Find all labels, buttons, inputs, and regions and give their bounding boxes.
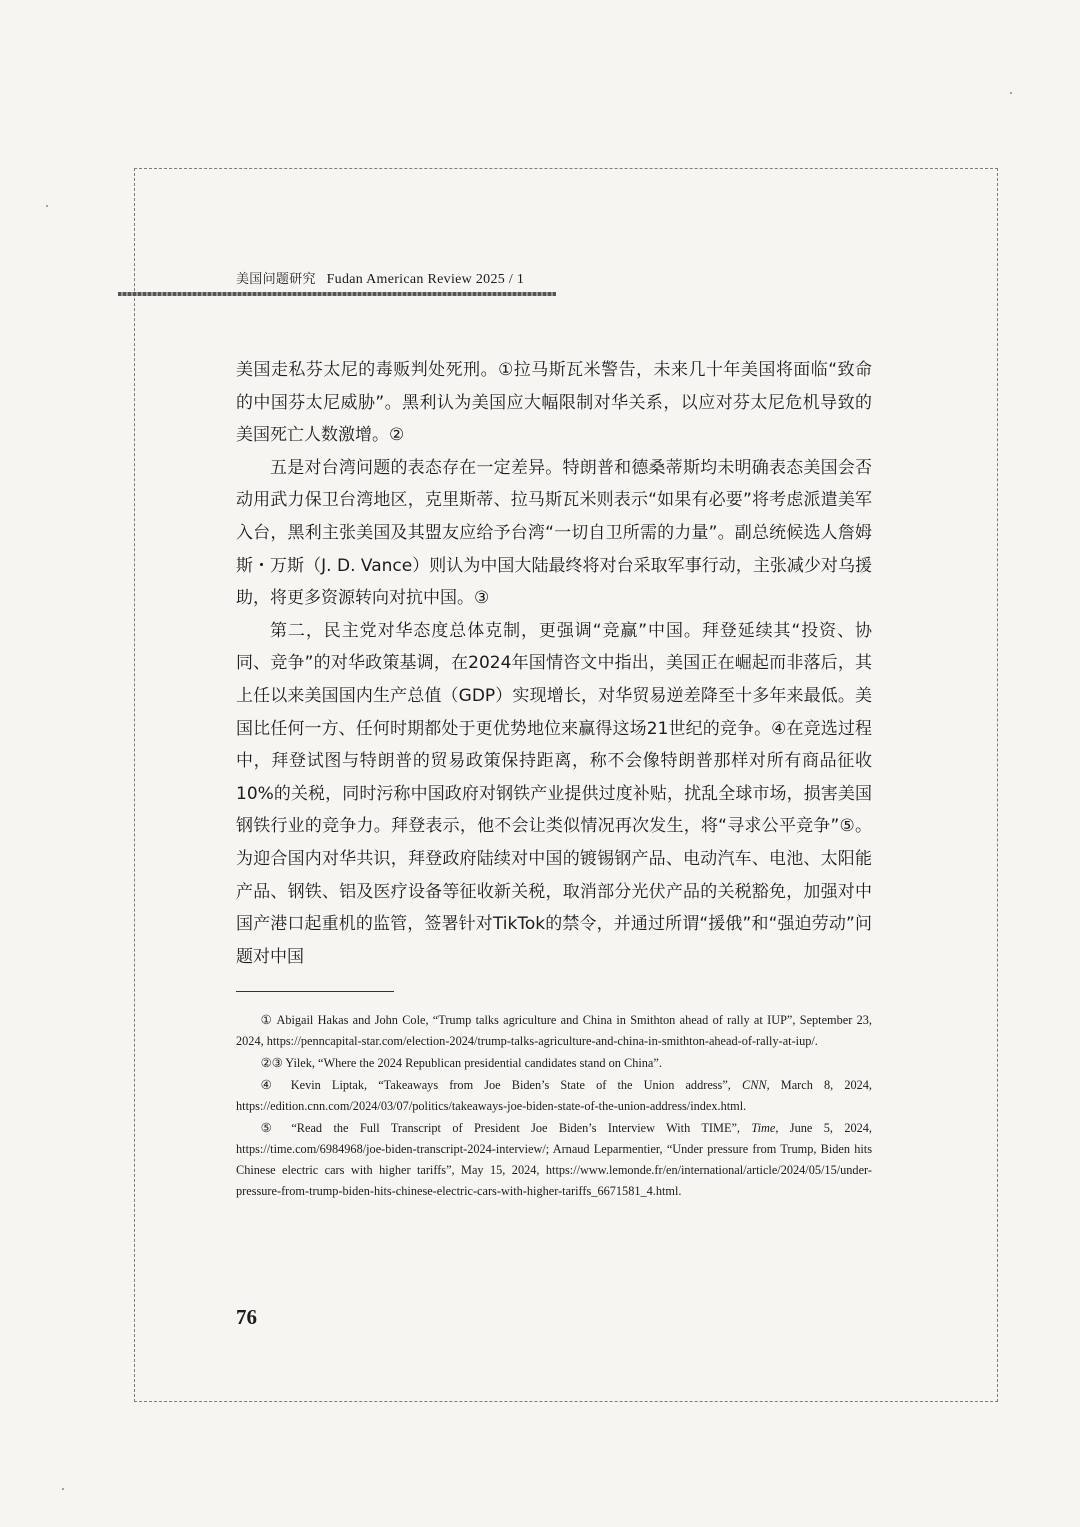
scan-speck <box>46 205 48 207</box>
page-number: 76 <box>236 1305 257 1329</box>
running-head <box>236 268 524 288</box>
scan-speck <box>1010 92 1012 94</box>
footnotes <box>236 1010 872 1203</box>
footnote-5: ⑤ “Read the Full Transcript of President Joe Biden’s Interview With TIME”, Time, June 5, 2024, https://time.com/6984968/joe-biden-transcript-2024-interview/; Arnaud Leparmentier, “Under pressure from Trump, Biden hits Chinese electric cars with higher tariffs”, May 15, 2024, https://www.lemonde.fr/en/international/article/2024/05/15/under-pressure-from-trump-biden-hits-chinese-electric-cars-with-higher-tariffs_6671581_4.html. <box>236 1121 873 1198</box>
journal-title-en: Fudan American Review 2025 / 1 <box>326 272 525 287</box>
footnote-1: ① Abigail Hakas and John Cole, “Trump talks agriculture and China in Smithton ahead of rally at IUP”, September 23, 2024, https://penncapital-star.com/election-2024/trump-talks-agriculture-and-china-in-smithton-ahead-of-rally-at-iup/. <box>236 1013 872 1048</box>
journal-title-cn: 美国问题研究 <box>236 272 316 287</box>
source-name: CNN <box>742 1078 767 1092</box>
footnote-4: ④ Kevin Liptak, “Takeaways from Joe Biden’s State of the Union address”, CNN, March 8, 2024, https://edition.cnn.com/2024/03/07/politics/takeaways-joe-biden-state-of-the-union-address/index.html. <box>236 1078 872 1113</box>
paragraph: 美国走私芬太尼的毒贩判处死刑。①拉马斯瓦米警告，未来几十年美国将面临“致命的中国芬太尼威胁”。黑利认为美国应大幅限制对华关系，以应对芬太尼危机导致的美国死亡人数激增。② <box>236 360 872 446</box>
body-text <box>236 354 872 973</box>
header-rule <box>118 292 556 296</box>
footnote-rule <box>236 991 394 992</box>
source-name: Time <box>751 1121 776 1135</box>
paragraph: 五是对台湾问题的表态存在一定差异。特朗普和德桑蒂斯均未明确表态美国会否动用武力保卫台湾地区，克里斯蒂、拉马斯瓦米则表示“如果有必要”将考虑派遣美军入台，黑利主张美国及其盟友应给予台湾“一切自卫所需的力量”。副总统候选人詹姆斯・万斯（J. D. Vance）则认为中国大陆最终将对台采取军事行动，主张减少对乌援助，将更多资源转向对抗中国。③ <box>236 457 872 609</box>
footnote-2-3: ②③ Yilek, “Where the 2024 Republican presidential candidates stand on China”. <box>260 1056 662 1070</box>
scan-speck <box>62 1488 64 1490</box>
paragraph: 第二，民主党对华态度总体克制，更强调“竞赢”中国。拜登延续其“投资、协同、竞争”的对华政策基调，在2024年国情咨文中指出，美国正在崛起而非落后，其上任以来美国国内生产总值（GDP）实现增长，对华贸易逆差降至十多年来最低。美国比任何一方、任何时期都处于更优势地位来赢得这场21世纪的竞争。④在竞选过程中，拜登试图与特朗普的贸易政策保持距离，称不会像特朗普那样对所有商品征收10%的关税，同时污称中国政府对钢铁产业提供过度补贴，扰乱全球市场，损害美国钢铁行业的竞争力。拜登表示，他不会让类似情况再次发生，将“寻求公平竞争”⑤。为迎合国内对华共识，拜登政府陆续对中国的镀锡钢产品、电动汽车、电池、太阳能产品、钢铁、铝及医疗设备等征收新关税，取消部分光伏产品的关税豁免，加强对中国产港口起重机的监管，签署针对TikTok的禁令，并通过所谓“援俄”和“强迫劳动”问题对中国 <box>236 620 872 967</box>
